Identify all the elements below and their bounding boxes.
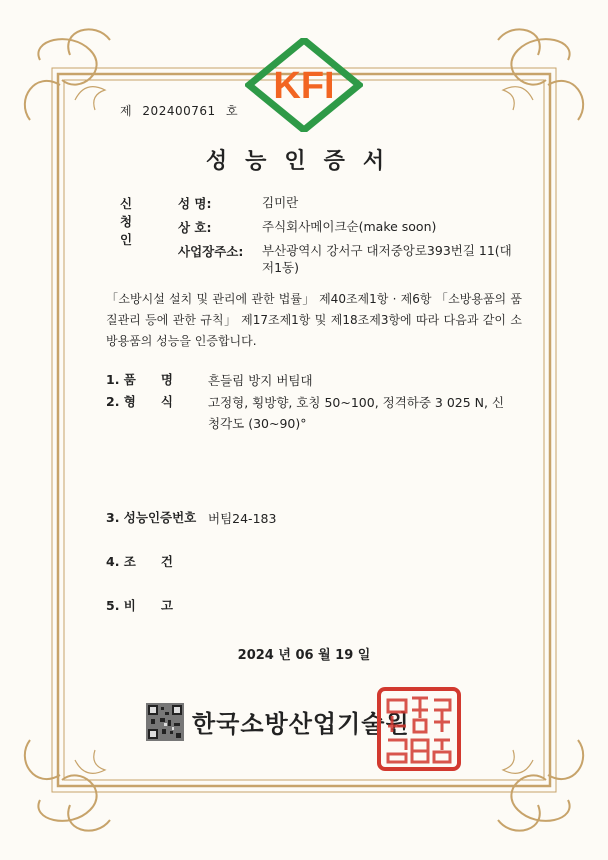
doc-number-value: 202400761 — [142, 104, 216, 118]
item-key: 4. 조 건 — [106, 554, 173, 569]
kfi-logo — [245, 38, 363, 132]
doc-number-suffix: 호 — [225, 104, 239, 118]
item-key: 2. 형 식 — [106, 394, 173, 409]
certificate-number — [120, 102, 238, 119]
issuing-organization: 한국소방산업기술원 — [192, 710, 410, 738]
qr-code-icon — [146, 703, 184, 741]
doc-number-prefix: 제 — [120, 104, 133, 118]
official-seal — [376, 686, 462, 772]
field-key: 상 호: — [178, 220, 212, 235]
item-value: 버팀24-183 — [208, 511, 277, 526]
field-value: 부산광역시 강서구 대저중앙로393번길 11(대저1동) — [262, 243, 512, 275]
item-value: 고정형, 횡방향, 호칭 50~100, 정격하중 3 025 N, 신청각도 (30~90)° — [208, 395, 505, 431]
field-value: 김미란 — [262, 195, 299, 210]
document-title: 성능인증서 — [205, 149, 403, 174]
applicant-label: 신청인 — [120, 196, 133, 247]
field-key: 사업장주소: — [178, 244, 244, 259]
item-key: 1. 품 명 — [106, 372, 173, 387]
field-value: 주식회사메이크순(make soon) — [262, 219, 437, 234]
field-key: 성 명: — [178, 196, 212, 211]
issue-date: 2024 년 06 월 19 일 — [237, 648, 371, 663]
item-key: 3. 성능인증번호 — [106, 510, 197, 525]
item-key: 5. 비 고 — [106, 598, 173, 613]
statement-paragraph: 「소방시설 설치 및 관리에 관한 법률」 제40조제1항 · 제6항 「소방용품의 품질관리 등에 관한 규칙」 제17조제1항 및 제18조제3항에 따라 다음과 같이 소방용품의 성능을 인증합니다. — [106, 292, 522, 348]
logo-text: KFI — [273, 65, 335, 107]
item-value: 흔들림 방지 버팀대 — [208, 373, 313, 388]
